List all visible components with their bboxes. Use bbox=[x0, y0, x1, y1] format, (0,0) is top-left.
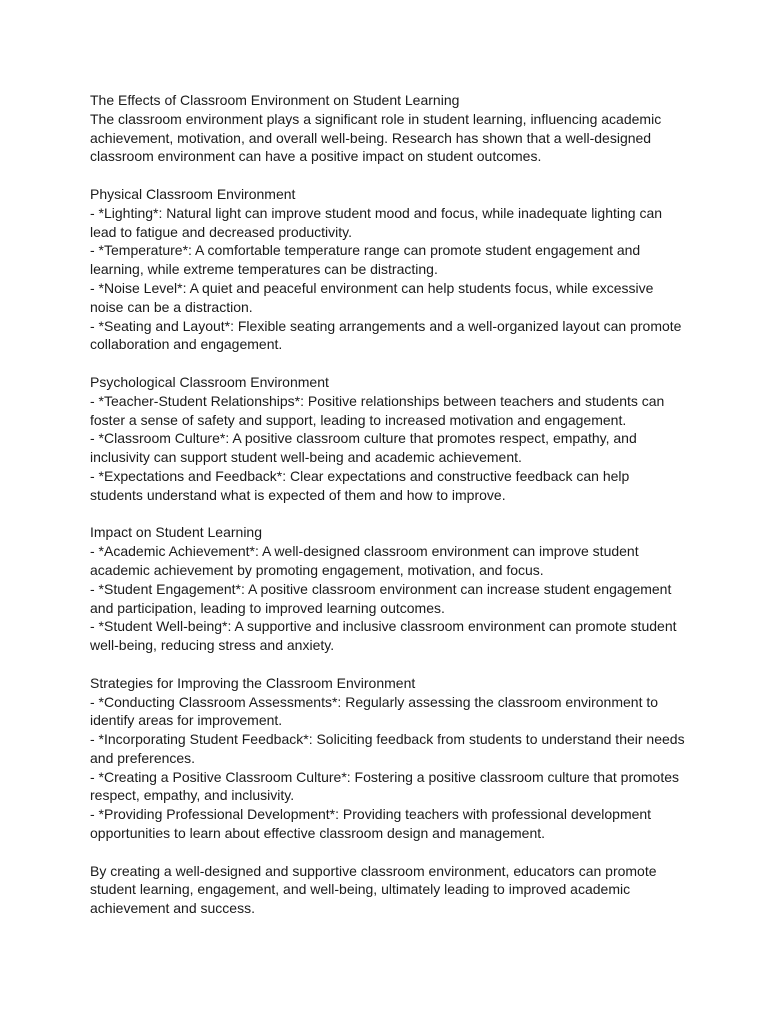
conclusion-section bbox=[90, 862, 690, 918]
section-line: - *Incorporating Student Feedback*: Soliciting feedback from students to understand their needs bbox=[90, 731, 685, 748]
section-line: lead to fatigue and decreased productivity. bbox=[90, 223, 353, 240]
section-heading: Impact on Student Learning bbox=[90, 524, 263, 541]
section-line: and preferences. bbox=[90, 749, 196, 766]
section-line: - *Expectations and Feedback*: Clear expectations and constructive feedback can help bbox=[90, 467, 630, 484]
section-line: - *Temperature*: A comfortable temperature range can promote student engagement and bbox=[90, 242, 641, 259]
section-line: - *Creating a Positive Classroom Culture*: Fostering a positive classroom culture that promotes bbox=[90, 768, 680, 785]
section-line: respect, empathy, and inclusivity. bbox=[90, 787, 295, 804]
section-line: well-being, reducing stress and anxiety. bbox=[90, 637, 335, 654]
document-title: The Effects of Classroom Environment on Student Learning bbox=[90, 92, 460, 108]
section-line: - *Student Well-being*: A supportive and inclusive classroom environment can promote student bbox=[90, 618, 677, 635]
section-line: identify areas for improvement. bbox=[90, 712, 283, 729]
document-page bbox=[90, 91, 690, 937]
section-line: - *Noise Level*: A quiet and peaceful environment can help students focus, while excessive bbox=[90, 279, 654, 296]
section-line: foster a sense of safety and support, leading to increased motivation and engagement. bbox=[90, 411, 627, 428]
section-line: - *Conducting Classroom Assessments*: Regularly assessing the classroom environment to bbox=[90, 693, 659, 710]
conclusion-line: student learning, engagement, and well-being, ultimately leading to improved academic bbox=[90, 881, 631, 898]
section-line: and participation, leading to improved learning outcomes. bbox=[90, 599, 445, 616]
physical-environment-section bbox=[90, 185, 690, 354]
section-line: - *Classroom Culture*: A positive classroom culture that promotes respect, empathy, and bbox=[90, 430, 637, 447]
psychological-environment-section bbox=[90, 373, 690, 505]
section-line: - *Student Engagement*: A positive classroom environment can increase student engagement bbox=[90, 580, 672, 597]
section-line: - *Teacher-Student Relationships*: Positive relationships between teachers and students can bbox=[90, 392, 665, 409]
impact-section bbox=[90, 523, 690, 655]
section-line: academic achievement by promoting engagement, motivation, and focus. bbox=[90, 561, 544, 578]
section-line: inclusivity can support student well-being and academic achievement. bbox=[90, 449, 522, 466]
section-line: noise can be a distraction. bbox=[90, 298, 253, 315]
section-line: - *Academic Achievement*: A well-designed classroom environment can improve student bbox=[90, 543, 639, 560]
section-heading: Physical Classroom Environment bbox=[90, 185, 296, 202]
intro-section bbox=[90, 91, 690, 166]
section-heading: Strategies for Improving the Classroom Environment bbox=[90, 674, 416, 691]
section-heading: Psychological Classroom Environment bbox=[90, 373, 329, 390]
intro-line: classroom environment can have a positive impact on student outcomes. bbox=[90, 148, 542, 165]
conclusion-line: achievement and success. bbox=[90, 900, 255, 917]
strategies-section bbox=[90, 674, 690, 843]
section-line: - *Seating and Layout*: Flexible seating arrangements and a well-organized layout can promote bbox=[90, 317, 682, 334]
section-line: - *Providing Professional Development*: Providing teachers with professional development bbox=[90, 806, 652, 823]
section-line: - *Lighting*: Natural light can improve student mood and focus, while inadequate lighting can bbox=[90, 204, 663, 221]
intro-line: achievement, motivation, and overall well-being. Research has shown that a well-designed bbox=[90, 129, 652, 146]
section-line: opportunities to learn about effective classroom design and management. bbox=[90, 825, 546, 842]
intro-line: The classroom environment plays a significant role in student learning, influencing academic bbox=[90, 110, 662, 127]
section-line: learning, while extreme temperatures can be distracting. bbox=[90, 261, 438, 278]
section-line: students understand what is expected of them and how to improve. bbox=[90, 486, 506, 503]
conclusion-line: By creating a well-designed and supportive classroom environment, educators can promote bbox=[90, 862, 657, 879]
section-line: collaboration and engagement. bbox=[90, 336, 283, 353]
